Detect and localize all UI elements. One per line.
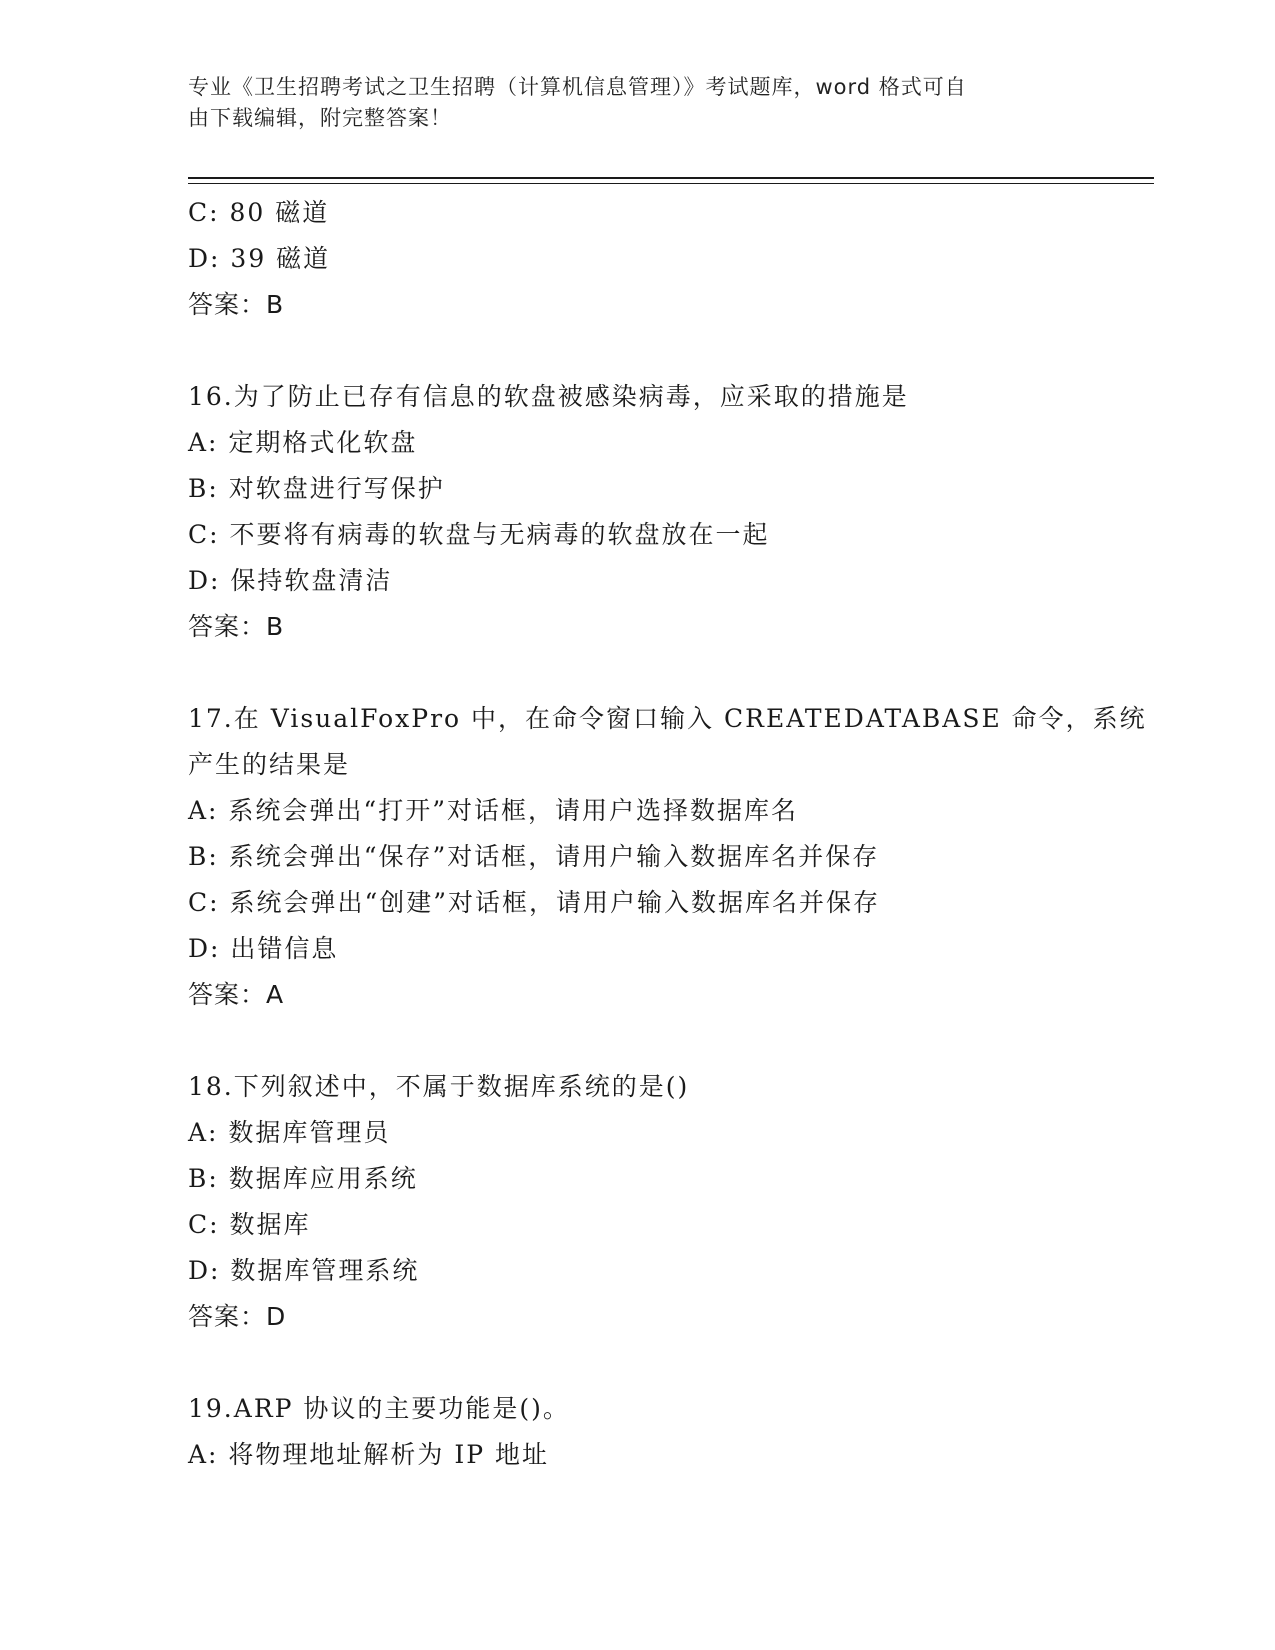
option-c: C: 80 磁道 (188, 198, 330, 227)
spacer (188, 1018, 1148, 1064)
question-list (188, 190, 1148, 1478)
option-d: D: 39 磁道 (188, 244, 331, 273)
option-a: A: 将物理地址解析为 IP 地址 (188, 1440, 550, 1469)
question-text: 16.为了防止已存有信息的软盘被感染病毒，应采取的措施是 (188, 382, 909, 411)
answer-line: 答案：B (188, 290, 285, 319)
option-c: C: 不要将有病毒的软盘与无病毒的软盘放在一起 (188, 520, 770, 549)
answer-line: 答案：D (188, 1302, 287, 1331)
option-d: D: 数据库管理系统 (188, 1256, 420, 1285)
question-text: 18.下列叙述中，不属于数据库系统的是() (188, 1072, 690, 1101)
option-a: A: 系统会弹出“打开”对话框，请用户选择数据库名 (188, 796, 798, 825)
header-line-1: 专业《卫生招聘考试之卫生招聘（计算机信息管理）》考试题库，word 格式可自 (188, 75, 967, 99)
question-text: 19.ARP 协议的主要功能是()。 (188, 1394, 570, 1423)
option-d: D: 保持软盘清洁 (188, 566, 393, 595)
question-19 (188, 1386, 1148, 1478)
answer-line: 答案：B (188, 612, 285, 641)
question-18 (188, 1064, 1148, 1340)
header-line-2: 由下载编辑，附完整答案！ (188, 106, 452, 130)
header-rule-thin (188, 183, 1154, 184)
question-text: 17.在 VisualFoxPro 中，在命令窗口输入 CREATEDATABASE 命令，系统 (188, 704, 1147, 733)
spacer (188, 650, 1148, 696)
answer-line: 答案：A (188, 980, 285, 1009)
option-b: B: 数据库应用系统 (188, 1164, 418, 1193)
document-header (188, 72, 1078, 134)
question-17 (188, 696, 1148, 1018)
question-16 (188, 374, 1148, 650)
question-text-continued: 产生的结果是 (188, 750, 351, 779)
option-a: A: 定期格式化软盘 (188, 428, 418, 457)
spacer (188, 1340, 1148, 1386)
option-c: C: 数据库 (188, 1210, 311, 1239)
question-15-tail (188, 190, 1148, 328)
option-b: B: 系统会弹出“保存”对话框，请用户输入数据库名并保存 (188, 842, 880, 871)
option-b: B: 对软盘进行写保护 (188, 474, 445, 503)
option-a: A: 数据库管理员 (188, 1118, 391, 1147)
option-c: C: 系统会弹出“创建”对话框，请用户输入数据库名并保存 (188, 888, 881, 917)
option-d: D: 出错信息 (188, 934, 339, 963)
spacer (188, 328, 1148, 374)
header-rule-thick (188, 177, 1154, 179)
